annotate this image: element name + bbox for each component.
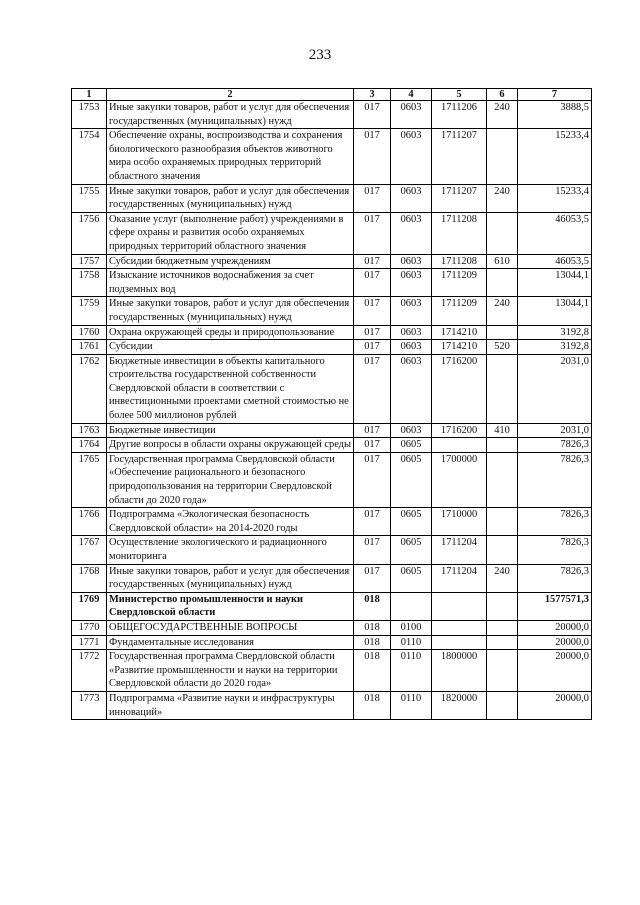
- row-section: [391, 592, 432, 620]
- table-row: [72, 564, 592, 592]
- row-type: 410: [487, 423, 518, 438]
- row-section: 0605: [391, 452, 432, 507]
- row-code-3: 017: [354, 129, 391, 184]
- row-amount: 7826,3: [518, 452, 592, 507]
- table-row: [72, 212, 592, 254]
- row-type: 240: [487, 297, 518, 325]
- row-type: [487, 508, 518, 536]
- row-number: 1765: [72, 452, 107, 507]
- table-row: [72, 508, 592, 536]
- row-code-3: 017: [354, 438, 391, 453]
- row-number: 1753: [72, 101, 107, 129]
- row-amount: 46053,5: [518, 212, 592, 254]
- row-name: Изыскание источников водоснабжения за счет подземных вод: [107, 269, 354, 297]
- row-section: 0110: [391, 691, 432, 719]
- row-type: [487, 620, 518, 635]
- row-target: 1714210: [432, 325, 487, 340]
- row-name: Подпрограмма «Экологическая безопасность Свердловской области» на 2014-2020 годы: [107, 508, 354, 536]
- table-row: [72, 297, 592, 325]
- table-row: [72, 101, 592, 129]
- row-number: 1763: [72, 423, 107, 438]
- row-target: 1711209: [432, 269, 487, 297]
- row-code-3: 018: [354, 620, 391, 635]
- row-code-3: 017: [354, 452, 391, 507]
- row-section: 0603: [391, 354, 432, 423]
- row-target: 1711207: [432, 129, 487, 184]
- row-name: Иные закупки товаров, работ и услуг для обеспечения государственных (муниципальных) нужд: [107, 184, 354, 212]
- row-type: [487, 691, 518, 719]
- header-col-2: 2: [107, 89, 354, 101]
- row-type: 240: [487, 184, 518, 212]
- table-row: [72, 423, 592, 438]
- header-col-7: 7: [518, 89, 592, 101]
- row-number: 1754: [72, 129, 107, 184]
- row-target: 1710000: [432, 508, 487, 536]
- row-amount: 20000,0: [518, 620, 592, 635]
- row-target: [432, 635, 487, 650]
- row-number: 1771: [72, 635, 107, 650]
- row-target: 1800000: [432, 650, 487, 692]
- row-target: 1711204: [432, 564, 487, 592]
- row-type: 240: [487, 101, 518, 129]
- row-section: 0603: [391, 297, 432, 325]
- row-section: 0110: [391, 650, 432, 692]
- row-type: 240: [487, 564, 518, 592]
- row-amount: 3192,8: [518, 340, 592, 355]
- row-type: [487, 452, 518, 507]
- row-code-3: 017: [354, 325, 391, 340]
- row-number: 1761: [72, 340, 107, 355]
- table-row: [72, 184, 592, 212]
- row-name: Бюджетные инвестиции в объекты капитального строительства государственной собственности Свердловской области в соответствии с инвестиционными проектами сметной стоимостью не более 500 миллионов рублей: [107, 354, 354, 423]
- row-target: 1711207: [432, 184, 487, 212]
- row-amount: 7826,3: [518, 564, 592, 592]
- row-name: Оказание услуг (выполнение работ) учреждениями в сфере охраны и развития особо охраняемых природных территорий областного значения: [107, 212, 354, 254]
- row-section: 0603: [391, 269, 432, 297]
- row-section: 0110: [391, 635, 432, 650]
- row-number: 1758: [72, 269, 107, 297]
- table-row: [72, 254, 592, 269]
- row-amount: 46053,5: [518, 254, 592, 269]
- row-section: 0100: [391, 620, 432, 635]
- row-section: 0603: [391, 325, 432, 340]
- row-section: 0603: [391, 129, 432, 184]
- table-row: [72, 620, 592, 635]
- row-number: 1773: [72, 691, 107, 719]
- row-number: 1757: [72, 254, 107, 269]
- table-row: [72, 129, 592, 184]
- row-amount: 1577571,3: [518, 592, 592, 620]
- row-target: 1700000: [432, 452, 487, 507]
- table-header-row: [72, 89, 592, 101]
- row-section: 0603: [391, 101, 432, 129]
- row-amount: 2031,0: [518, 423, 592, 438]
- row-name: Бюджетные инвестиции: [107, 423, 354, 438]
- row-target: [432, 620, 487, 635]
- row-code-3: 017: [354, 354, 391, 423]
- row-code-3: 018: [354, 592, 391, 620]
- table-row: [72, 691, 592, 719]
- page-number: 233: [308, 47, 332, 63]
- row-name: Иные закупки товаров, работ и услуг для обеспечения государственных (муниципальных) нужд: [107, 101, 354, 129]
- row-code-3: 018: [354, 691, 391, 719]
- row-amount: 7826,3: [518, 508, 592, 536]
- table-row: [72, 536, 592, 564]
- header-col-1: 1: [72, 89, 107, 101]
- row-type: [487, 592, 518, 620]
- row-name: Министерство промышленности и науки Свердловской области: [107, 592, 354, 620]
- row-code-3: 017: [354, 508, 391, 536]
- row-amount: 20000,0: [518, 650, 592, 692]
- row-section: 0603: [391, 423, 432, 438]
- row-name: Иные закупки товаров, работ и услуг для обеспечения государственных (муниципальных) нужд: [107, 564, 354, 592]
- row-code-3: 017: [354, 340, 391, 355]
- row-number: 1762: [72, 354, 107, 423]
- row-name: Иные закупки товаров, работ и услуг для обеспечения государственных (муниципальных) нужд: [107, 297, 354, 325]
- row-section: 0605: [391, 536, 432, 564]
- table-row: [72, 650, 592, 692]
- table-row: [72, 438, 592, 453]
- row-section: 0605: [391, 508, 432, 536]
- row-target: 1711204: [432, 536, 487, 564]
- row-type: [487, 536, 518, 564]
- row-type: [487, 438, 518, 453]
- row-number: 1767: [72, 536, 107, 564]
- row-number: 1760: [72, 325, 107, 340]
- row-name: Другие вопросы в области охраны окружающей среды: [107, 438, 354, 453]
- table-row: [72, 354, 592, 423]
- header-col-6: 6: [487, 89, 518, 101]
- row-code-3: 018: [354, 635, 391, 650]
- row-amount: 7826,3: [518, 536, 592, 564]
- row-name: Субсидии: [107, 340, 354, 355]
- row-code-3: 017: [354, 184, 391, 212]
- row-type: [487, 269, 518, 297]
- row-target: 1714210: [432, 340, 487, 355]
- row-name: Обеспечение охраны, воспроизводства и сохранения биологического разнообразия объектов животного мира особо охраняемых природных территорий областного значения: [107, 129, 354, 184]
- row-target: 1716200: [432, 354, 487, 423]
- row-amount: 3888,5: [518, 101, 592, 129]
- row-target: 1820000: [432, 691, 487, 719]
- row-amount: 7826,3: [518, 438, 592, 453]
- row-target: [432, 438, 487, 453]
- row-number: 1759: [72, 297, 107, 325]
- row-section: 0603: [391, 184, 432, 212]
- row-target: 1711209: [432, 297, 487, 325]
- table-row: [72, 635, 592, 650]
- row-target: 1711206: [432, 101, 487, 129]
- row-target: 1716200: [432, 423, 487, 438]
- row-type: [487, 325, 518, 340]
- row-code-3: 017: [354, 564, 391, 592]
- table-row: [72, 325, 592, 340]
- row-code-3: 017: [354, 269, 391, 297]
- row-number: 1766: [72, 508, 107, 536]
- row-type: [487, 650, 518, 692]
- header-col-5: 5: [432, 89, 487, 101]
- row-number: 1770: [72, 620, 107, 635]
- row-name: Субсидии бюджетным учреждениям: [107, 254, 354, 269]
- table-row: [72, 592, 592, 620]
- row-amount: 3192,8: [518, 325, 592, 340]
- row-name: Государственная программа Свердловской области «Обеспечение рационального и безопасного природопользования на территории Свердловской области до 2020 года»: [107, 452, 354, 507]
- row-amount: 15233,4: [518, 184, 592, 212]
- header-col-3: 3: [354, 89, 391, 101]
- row-section: 0603: [391, 212, 432, 254]
- row-code-3: 017: [354, 212, 391, 254]
- row-amount: 13044,1: [518, 269, 592, 297]
- row-name: Охрана окружающей среды и природопользование: [107, 325, 354, 340]
- budget-table: [71, 88, 592, 720]
- row-amount: 15233,4: [518, 129, 592, 184]
- row-type: [487, 354, 518, 423]
- table-row: [72, 452, 592, 507]
- table-row: [72, 340, 592, 355]
- row-name: Подпрограмма «Развитие науки и инфраструктуры инноваций»: [107, 691, 354, 719]
- row-number: 1769: [72, 592, 107, 620]
- row-number: 1764: [72, 438, 107, 453]
- row-amount: 2031,0: [518, 354, 592, 423]
- row-amount: 13044,1: [518, 297, 592, 325]
- row-section: 0603: [391, 340, 432, 355]
- row-type: [487, 212, 518, 254]
- row-type: 610: [487, 254, 518, 269]
- row-code-3: 017: [354, 536, 391, 564]
- row-code-3: 018: [354, 650, 391, 692]
- row-name: ОБЩЕГОСУДАРСТВЕННЫЕ ВОПРОСЫ: [107, 620, 354, 635]
- row-number: 1755: [72, 184, 107, 212]
- table-row: [72, 269, 592, 297]
- row-name: Осуществление экологического и радиационного мониторинга: [107, 536, 354, 564]
- row-type: [487, 129, 518, 184]
- row-section: 0605: [391, 438, 432, 453]
- row-amount: 20000,0: [518, 691, 592, 719]
- row-number: 1768: [72, 564, 107, 592]
- row-section: 0603: [391, 254, 432, 269]
- row-target: [432, 592, 487, 620]
- row-name: Фундаментальные исследования: [107, 635, 354, 650]
- row-number: 1772: [72, 650, 107, 692]
- row-target: 1711208: [432, 254, 487, 269]
- row-code-3: 017: [354, 101, 391, 129]
- row-code-3: 017: [354, 254, 391, 269]
- row-number: 1756: [72, 212, 107, 254]
- row-type: 520: [487, 340, 518, 355]
- row-name: Государственная программа Свердловской области «Развитие промышленности и науки на территории Свердловской области до 2020 года»: [107, 650, 354, 692]
- row-type: [487, 635, 518, 650]
- row-section: 0605: [391, 564, 432, 592]
- row-code-3: 017: [354, 423, 391, 438]
- row-code-3: 017: [354, 297, 391, 325]
- table-body: [72, 101, 592, 720]
- row-amount: 20000,0: [518, 635, 592, 650]
- row-target: 1711208: [432, 212, 487, 254]
- header-col-4: 4: [391, 89, 432, 101]
